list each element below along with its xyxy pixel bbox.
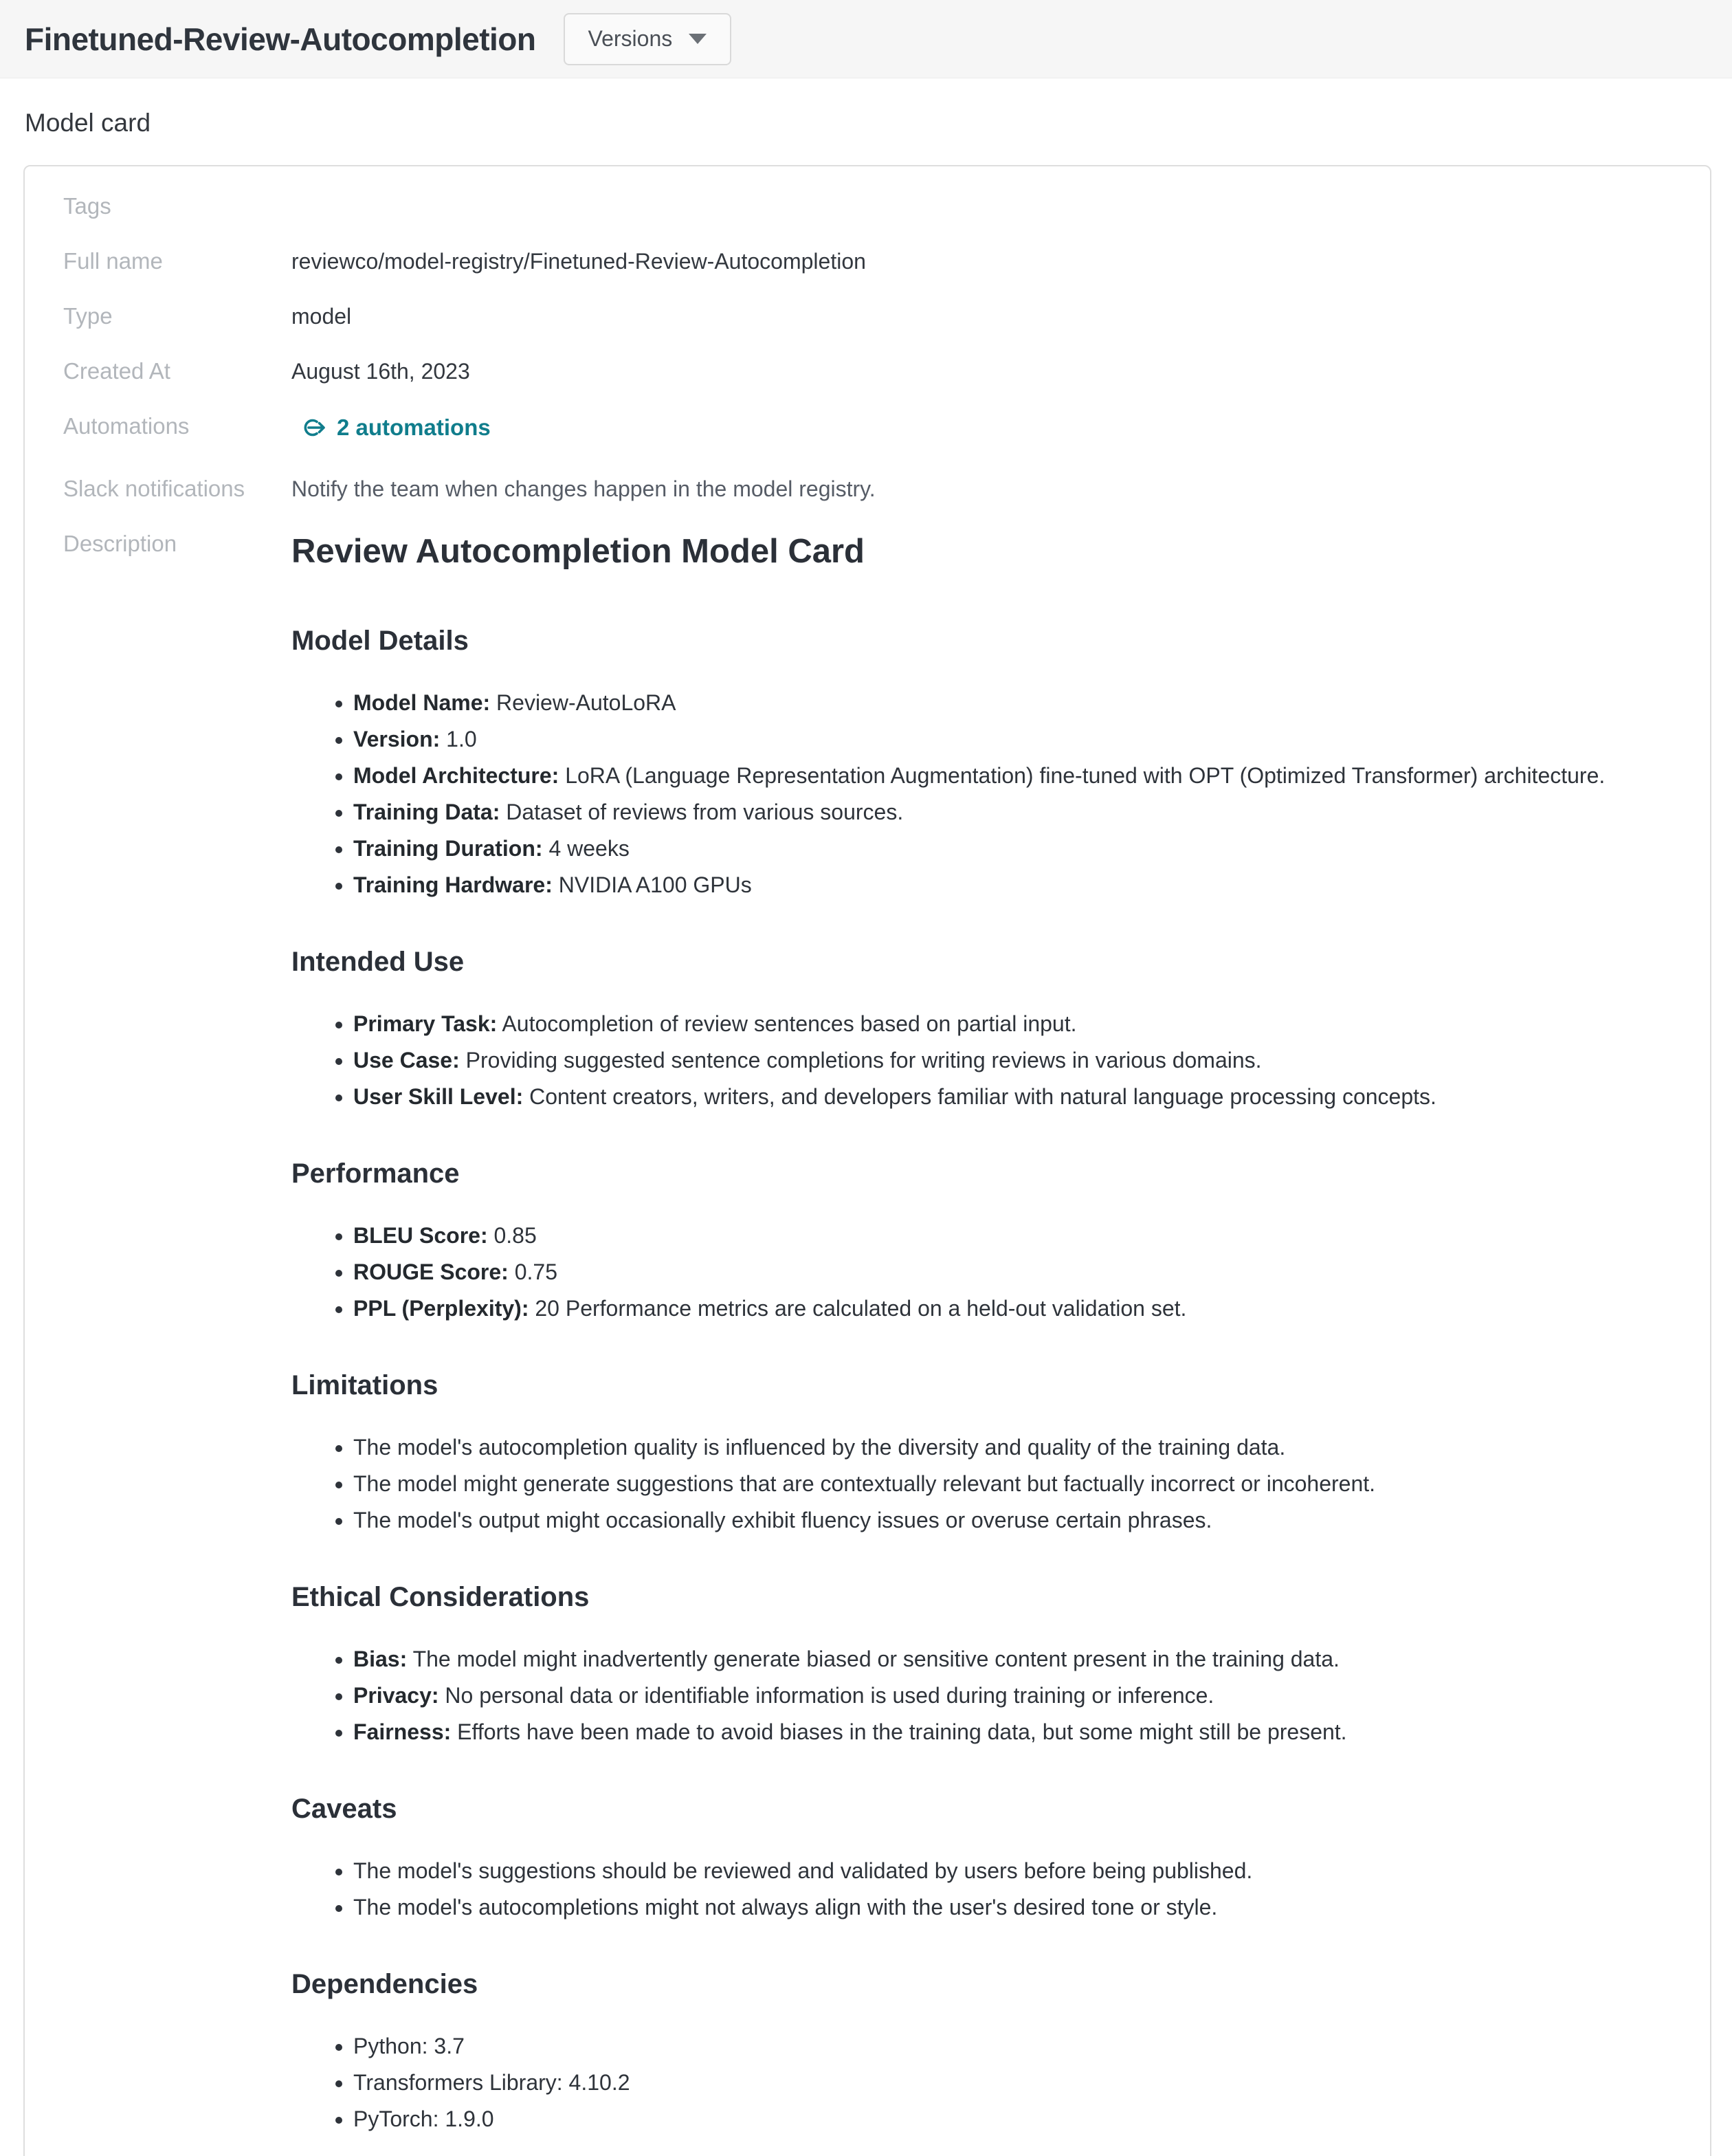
description-label: Description: [63, 531, 177, 556]
limitations-list: [291, 1432, 1683, 1535]
heading-performance: Performance: [291, 1158, 460, 1189]
versions-button-label: Versions: [588, 26, 673, 51]
created-at-label: Created At: [63, 358, 170, 384]
list-item: • The model's output might occasionally exhibit fluency issues or overuse certain phrases.: [353, 1505, 1683, 1535]
heading-dependencies: Dependencies: [291, 1968, 478, 1999]
page-header: [0, 0, 1732, 78]
type-label: Type: [63, 303, 113, 329]
list-item: • Version: 1.0: [353, 724, 1683, 754]
ethical-considerations-list: [291, 1644, 1683, 1747]
chevron-down-icon: [689, 34, 707, 44]
list-item: • PyTorch: 1.9.0: [353, 2104, 1683, 2134]
list-item: • Model Name: Review-AutoLoRA: [353, 688, 1683, 718]
automation-arrow-icon: [300, 414, 327, 441]
slack-notifications-value: Notify the team when changes happen in the model registry.: [291, 476, 876, 501]
description-markdown: [291, 531, 1683, 2140]
list-item: • The model's autocompletions might not always align with the user's desired tone or style.: [353, 1892, 1683, 1922]
field-row-created-at: [41, 359, 1683, 384]
list-item: • Use Case: Providing suggested sentence completions for writing reviews in various domains.: [353, 1045, 1683, 1075]
automations-link[interactable]: [291, 414, 491, 441]
page-title: Finetuned-Review-Autocompletion: [25, 21, 536, 57]
full-name-value: reviewco/model-registry/Finetuned-Review-Autocompletion: [291, 249, 866, 274]
list-item: • User Skill Level: Content creators, writers, and developers familiar with natural language processing concepts.: [353, 1081, 1683, 1112]
field-row-type: [41, 304, 1683, 329]
heading-intended-use: Intended Use: [291, 946, 465, 977]
list-item: • The model's suggestions should be reviewed and validated by users before being published.: [353, 1856, 1683, 1886]
list-item: • Training Hardware: NVIDIA A100 GPUs: [353, 870, 1683, 900]
list-item: • Privacy: No personal data or identifiable information is used during training or inference.: [353, 1680, 1683, 1710]
heading-limitations: Limitations: [291, 1370, 438, 1400]
heading-model-details: Model Details: [291, 625, 469, 656]
caveats-list: [291, 1856, 1683, 1922]
intended-use-list: [291, 1009, 1683, 1112]
list-item: • Model Architecture: LoRA (Language Representation Augmentation) fine-tuned with OPT (Optimized Transformer) architecture.: [353, 760, 1683, 791]
list-item: • ROUGE Score: 0.75: [353, 1257, 1683, 1287]
tags-label: Tags: [63, 193, 111, 219]
field-row-description: [41, 531, 1683, 2140]
field-row-tags: [41, 194, 1683, 219]
created-at-value: August 16th, 2023: [291, 359, 470, 384]
slack-notifications-label: Slack notifications: [63, 476, 245, 501]
model-card-panel: [23, 165, 1711, 2156]
list-item: • BLEU Score: 0.85: [353, 1220, 1683, 1251]
field-row-slack: [41, 476, 1683, 501]
automations-label: Automations: [63, 413, 190, 439]
performance-list: [291, 1220, 1683, 1323]
full-name-label: Full name: [63, 248, 163, 274]
field-row-full-name: [41, 249, 1683, 274]
list-item: • Training Data: Dataset of reviews from various sources.: [353, 797, 1683, 827]
list-item: • The model's autocompletion quality is influenced by the diversity and quality of the training data.: [353, 1432, 1683, 1462]
model-card-section-title: Model card: [25, 109, 151, 137]
list-item: • Primary Task: Autocompletion of review sentences based on partial input.: [353, 1009, 1683, 1039]
automations-link-label: 2 automations: [337, 415, 491, 440]
heading-ethical-considerations: Ethical Considerations: [291, 1581, 590, 1612]
versions-button[interactable]: [564, 13, 732, 65]
model-details-list: [291, 688, 1683, 900]
list-item: • The model might generate suggestions that are contextually relevant but factually incorrect or incoherent.: [353, 1468, 1683, 1499]
description-title: Review Autocompletion Model Card: [291, 533, 865, 570]
list-item: • Python: 3.7: [353, 2031, 1683, 2061]
field-row-automations: [41, 414, 1683, 446]
list-item: • Fairness: Efforts have been made to avoid biases in the training data, but some might still be present.: [353, 1717, 1683, 1747]
heading-caveats: Caveats: [291, 1793, 397, 1824]
list-item: • PPL (Perplexity): 20 Performance metrics are calculated on a held-out validation set.: [353, 1293, 1683, 1323]
type-value: model: [291, 304, 352, 329]
list-item: • Training Duration: 4 weeks: [353, 833, 1683, 864]
list-item: • Bias: The model might inadvertently generate biased or sensitive content present in the training data.: [353, 1644, 1683, 1674]
list-item: • Transformers Library: 4.10.2: [353, 2067, 1683, 2098]
dependencies-list: [291, 2031, 1683, 2134]
